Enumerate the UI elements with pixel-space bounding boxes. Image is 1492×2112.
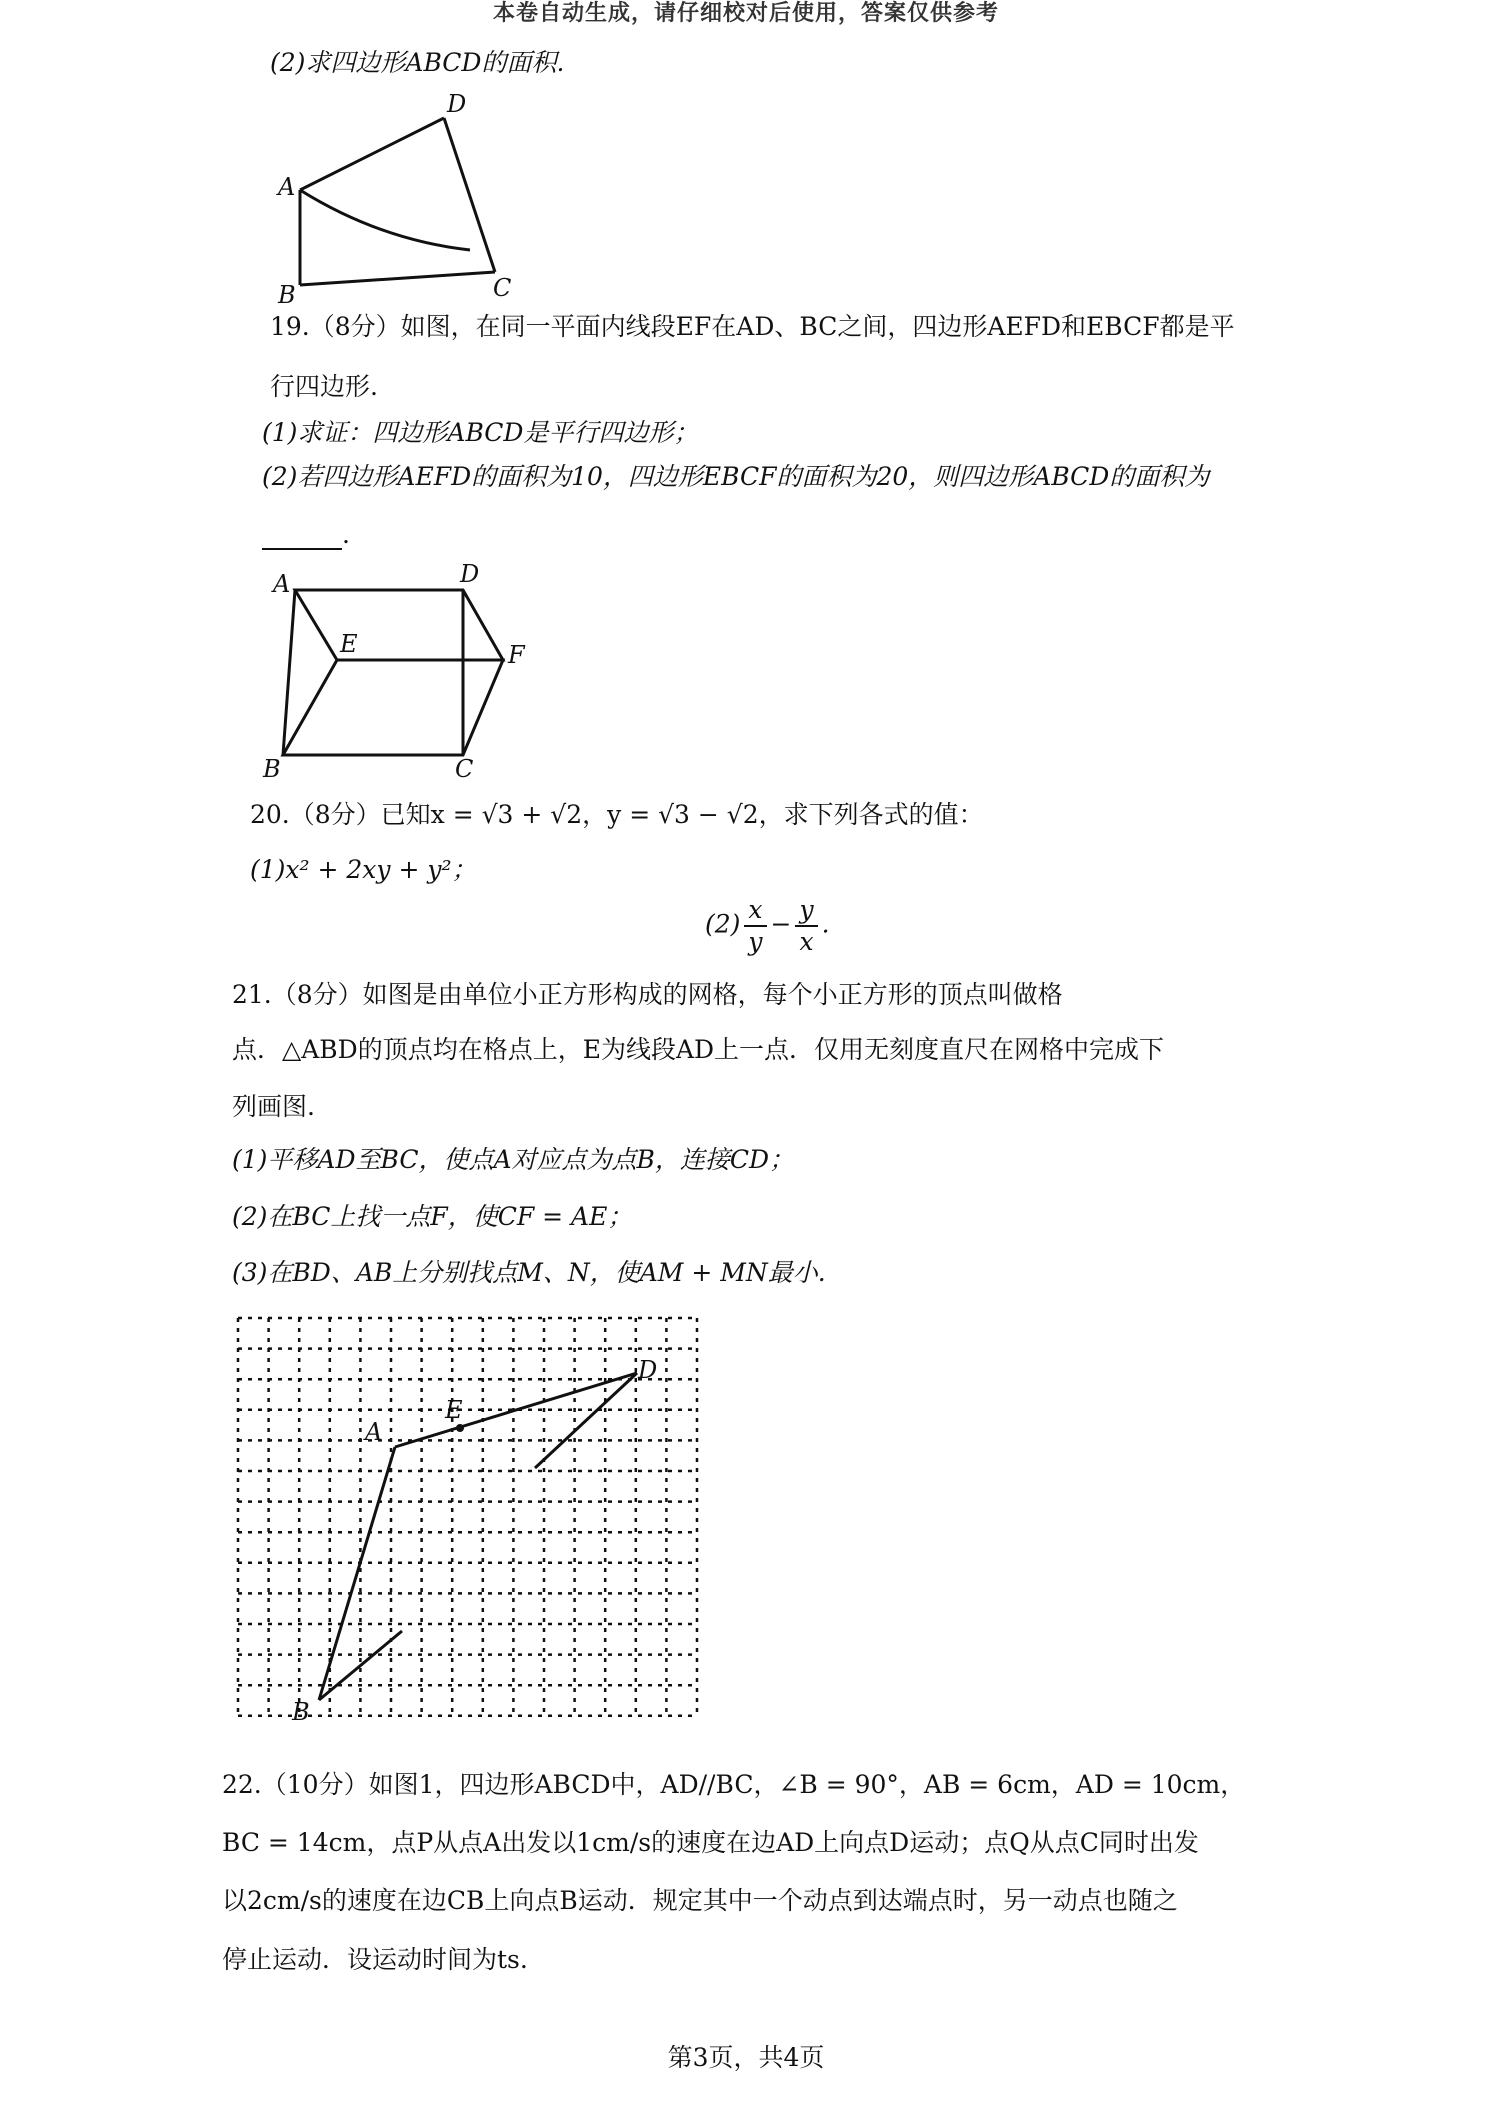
q21-part3: (3)在BD、AB上分别找点M、N，使AM + MN最小. [232,1258,826,1287]
q21-part2: (2)在BC上找一点F，使CF = AE； [232,1202,633,1231]
fig21-label-a: A [365,1418,383,1446]
q22-line4: 停止运动．设运动时间为ts. [222,1945,528,1974]
q19-line1: 19.（8分）如图，在同一平面内线段EF在AD、BC之间，四边形AEFD和EBCF都是平 [270,312,1235,341]
fig19-label-f: F [508,641,525,669]
q22-line1: 22.（10分）如图1，四边形ABCD中，AD//BC，∠B = 90°，AB = 6cm，AD = 10cm， [222,1770,1246,1799]
fig21-label-e: E [445,1396,463,1424]
fig18-side-ad [300,118,444,190]
q20-line1: 20.（8分）已知x = √3 + √2，y = √3 − √2，求下列各式的值： [250,800,984,829]
fraction-x-over-y: $\frac{x}{y}$ [744,895,766,957]
q19-part1: (1)求证：四边形ABCD是平行四边形； [262,418,699,447]
fig19-label-e: E [340,630,358,658]
figure-21-grid [230,1310,730,1750]
fig19-label-c: C [455,755,474,783]
q21-part1: (1)平移AD至BC，使点A对应点为点B，连接CD； [232,1145,795,1174]
fig21-point-e [456,1424,464,1432]
fig19-side-ab [283,590,295,755]
q20-part2: (2) $\frac{x}{y}$ − $\frac{y}{x}$ . [705,895,830,956]
fig19-parallelogram-aefd [295,590,503,660]
dotted-grid [238,1318,697,1716]
fig21-label-d: D [638,1356,658,1384]
q22-line2: BC = 14cm，点P从点A出发以1cm/s的速度在边AD上向点D运动；点Q从点C同时出发 [222,1828,1199,1857]
fig19-label-d: D [460,560,480,588]
q19-part2: (2)若四边形AEFD的面积为10，四边形EBCF的面积为20，则四边形ABCD的面积为 [262,462,1210,491]
fig18-label-d: D [447,90,467,118]
page-number: 第3页，共4页 [667,2043,825,2072]
q19-line2: 行四边形. [270,372,378,401]
q19-answer-line: . [262,520,350,550]
fig19-label-a: A [273,570,291,598]
fig19-parallelogram-ebcf [283,660,503,755]
fig19-label-b: B [263,755,281,783]
q20-part1: (1)x² + 2xy + y²； [250,855,477,884]
fig18-label-c: C [493,274,512,302]
fraction-y-over-x: $\frac{y}{x}$ [795,895,817,957]
fig21-segment-ab [319,1447,395,1700]
fig18-label-a: A [278,173,296,201]
q22-line3: 以2cm/s的速度在边CB上向点B运动．规定其中一个动点到达端点时，另一动点也随之 [222,1886,1178,1915]
figure-18-quadrilateral [260,90,560,310]
fig21-label-b: B [292,1698,310,1726]
answer-blank [262,524,342,550]
fig18-arc-ac [300,190,470,250]
q18-part2: (2)求四边形ABCD的面积. [270,48,565,77]
figure-19-parallelograms [255,560,555,790]
fig18-label-b: B [278,281,296,309]
q21-line3: 列画图. [232,1092,315,1121]
q21-line1: 21.（8分）如图是由单位小正方形构成的网格，每个小正方形的顶点叫做格 [232,980,1063,1009]
q21-line2: 点．△ABD的顶点均在格点上，E为线段AD上一点．仅用无刻度直尺在网格中完成下 [232,1035,1165,1064]
header-watermark: 本卷自动生成，请仔细校对后使用，答案仅供参考 [492,0,999,26]
fig18-side-bc [300,272,495,285]
